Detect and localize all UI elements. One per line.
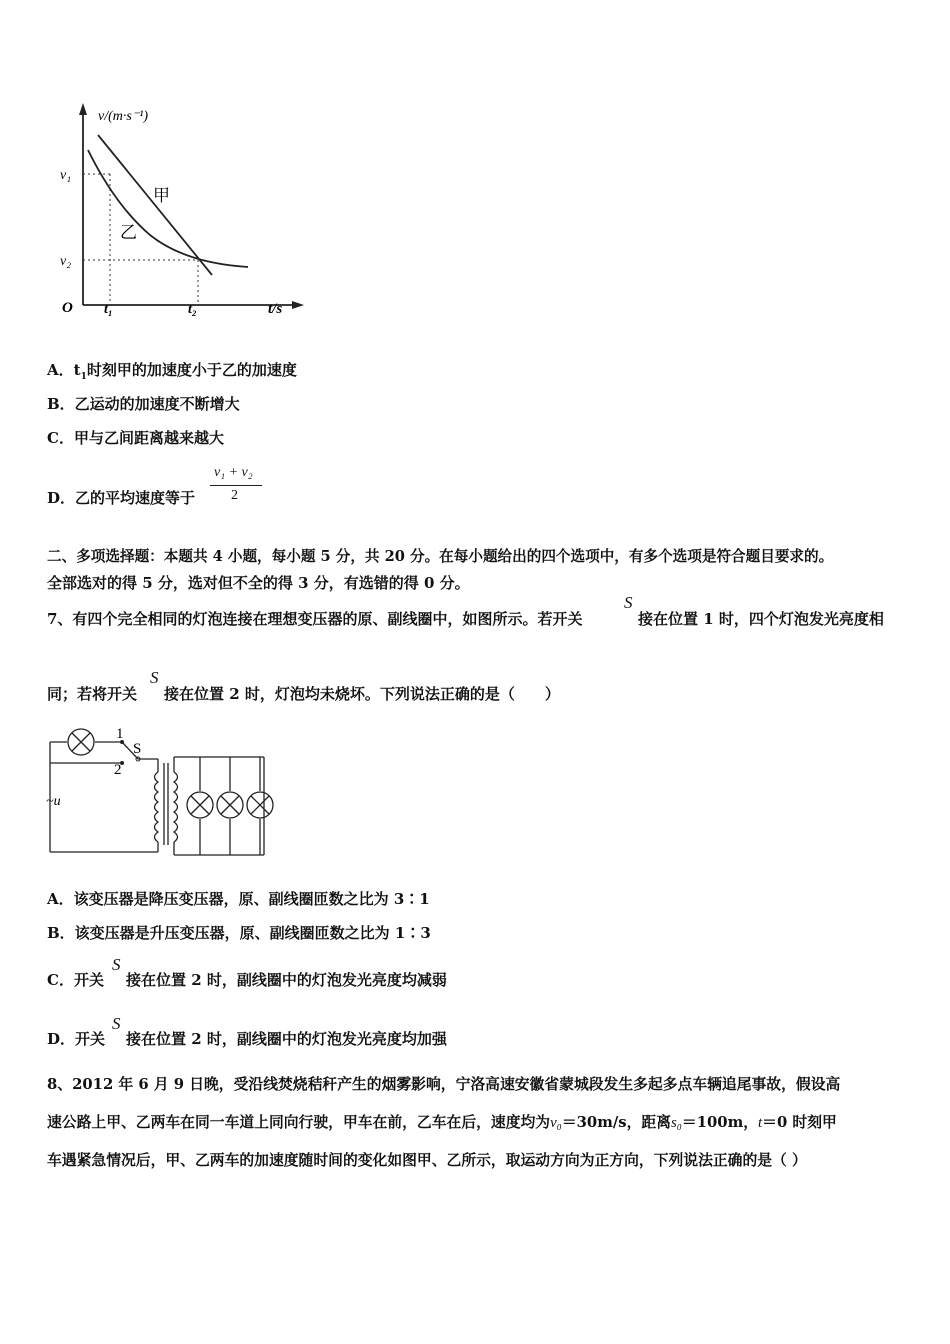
q8-line3: 车遇紧急情况后，甲、乙两车的加速度随时间的变化如图甲、乙所示，取运动方向为正方向，下列说法正确的是（ ） — [47, 1152, 807, 1169]
y-axis-label: v/(m·s⁻¹) — [98, 109, 149, 124]
secondary-lamp-3 — [247, 792, 273, 818]
q6-option-a-sub: 1 — [80, 372, 87, 382]
t2-label: t₂ — [188, 302, 197, 317]
curve-yi — [88, 150, 248, 267]
q8-v0: v₀ — [550, 1115, 562, 1131]
q7-line2-a: 同；若将开关 — [47, 685, 138, 703]
q8-line1: 8、2012 年 6 月 9 日晚，受沿线焚烧秸秆产生的烟雾影响，宁洛高速安徽省蒙城段发生多起多点车辆追尾事故，假设高 — [47, 1076, 841, 1093]
q8-line2 — [47, 1113, 837, 1133]
q6-option-b: B．乙运动的加速度不断增大 — [47, 395, 240, 413]
q7-line2-b: 接在位置 2 时，灯泡均未烧坏。下列说法正确的是（ ） — [164, 685, 560, 703]
switch-position-2: 2 — [114, 762, 122, 778]
y-axis-arrow — [79, 103, 87, 115]
q7-option-b: B．该变压器是升压变压器，原、副线圈匝数之比为 1∶3 — [47, 924, 431, 942]
q6-option-a-t: t — [73, 361, 81, 379]
q7-option-c-a: C．开关 — [47, 971, 104, 989]
section2-line1: 二、多项选择题：本题共 4 小题，每小题 5 分，共 20 分。在每小题给出的四个选项中，有多个选项是符合题目要求的。 — [47, 548, 834, 565]
q8-s0: s₀ — [671, 1115, 682, 1131]
curve-jia-label: 甲 — [153, 186, 170, 206]
q7-line1-a: 7、有四个完全相同的灯泡连接在理想变压器的原、副线圈中，如图所示。若开关 — [47, 610, 583, 628]
q7-line1-b: 接在位置 1 时，四个灯泡发光亮度相 — [638, 610, 884, 628]
curve-yi-label: 乙 — [120, 223, 137, 243]
q6-option-a — [47, 360, 297, 387]
q6-option-d-numerator: v₁ + v₂ — [214, 465, 253, 480]
secondary-lamp-1 — [187, 792, 213, 818]
q6-option-d-fraction-bar — [210, 485, 262, 486]
switch-position-1: 1 — [116, 726, 124, 742]
q7-option-d-b: 接在位置 2 时，副线圈中的灯泡发光亮度均加强 — [126, 1030, 447, 1048]
t1-label: t₁ — [104, 302, 113, 317]
q7-switch-symbol-3: S — [112, 955, 121, 974]
q7-option-c-b: 接在位置 2 时，副线圈中的灯泡发光亮度均减弱 — [126, 971, 447, 989]
velocity-time-graph — [40, 95, 310, 325]
q7-option-a: A．该变压器是降压变压器，原、副线圈匝数之比为 3∶1 — [47, 890, 430, 908]
q8-line2-a: 速公路上甲、乙两车在同一车道上同向行驶，甲车在前，乙车在后，速度均为 — [47, 1114, 551, 1131]
x-axis-label: t/s — [268, 301, 283, 317]
q7-switch-symbol-1: S — [624, 593, 633, 612]
origin-label: O — [62, 300, 73, 316]
v1-label: v₁ — [60, 168, 72, 183]
q6-option-c: C．甲与乙间距离越来越大 — [47, 429, 224, 447]
primary-lamp — [68, 729, 94, 755]
switch-label: S — [133, 741, 142, 757]
q6-option-d-denominator: 2 — [231, 488, 238, 503]
primary-coil — [155, 772, 159, 842]
q6-option-a-text: 时刻甲的加速度小于乙的加速度 — [86, 361, 297, 379]
q6-option-a-letter: A． — [47, 361, 74, 379]
q8-line2-d: ＝0 时刻甲 — [762, 1114, 837, 1131]
q8-line2-c: ＝100m， — [681, 1114, 759, 1131]
q8-t: t — [758, 1115, 763, 1131]
secondary-coil — [174, 772, 178, 842]
v2-label: v₂ — [60, 254, 72, 269]
source-label: ~u — [46, 794, 61, 809]
q7-option-d-a: D．开关 — [47, 1030, 106, 1048]
q8-line2-b: ＝30m/s，距离 — [561, 1114, 671, 1131]
q6-option-d: D．乙的平均速度等于 — [47, 489, 196, 507]
q7-switch-symbol-2: S — [150, 668, 159, 687]
section2-line2: 全部选对的得 5 分，选对但不全的得 3 分，有选错的得 0 分。 — [47, 574, 470, 592]
secondary-lamp-2 — [217, 792, 243, 818]
x-axis-arrow — [292, 301, 304, 309]
q7-switch-symbol-4: S — [112, 1014, 121, 1033]
transformer-circuit — [40, 725, 280, 860]
